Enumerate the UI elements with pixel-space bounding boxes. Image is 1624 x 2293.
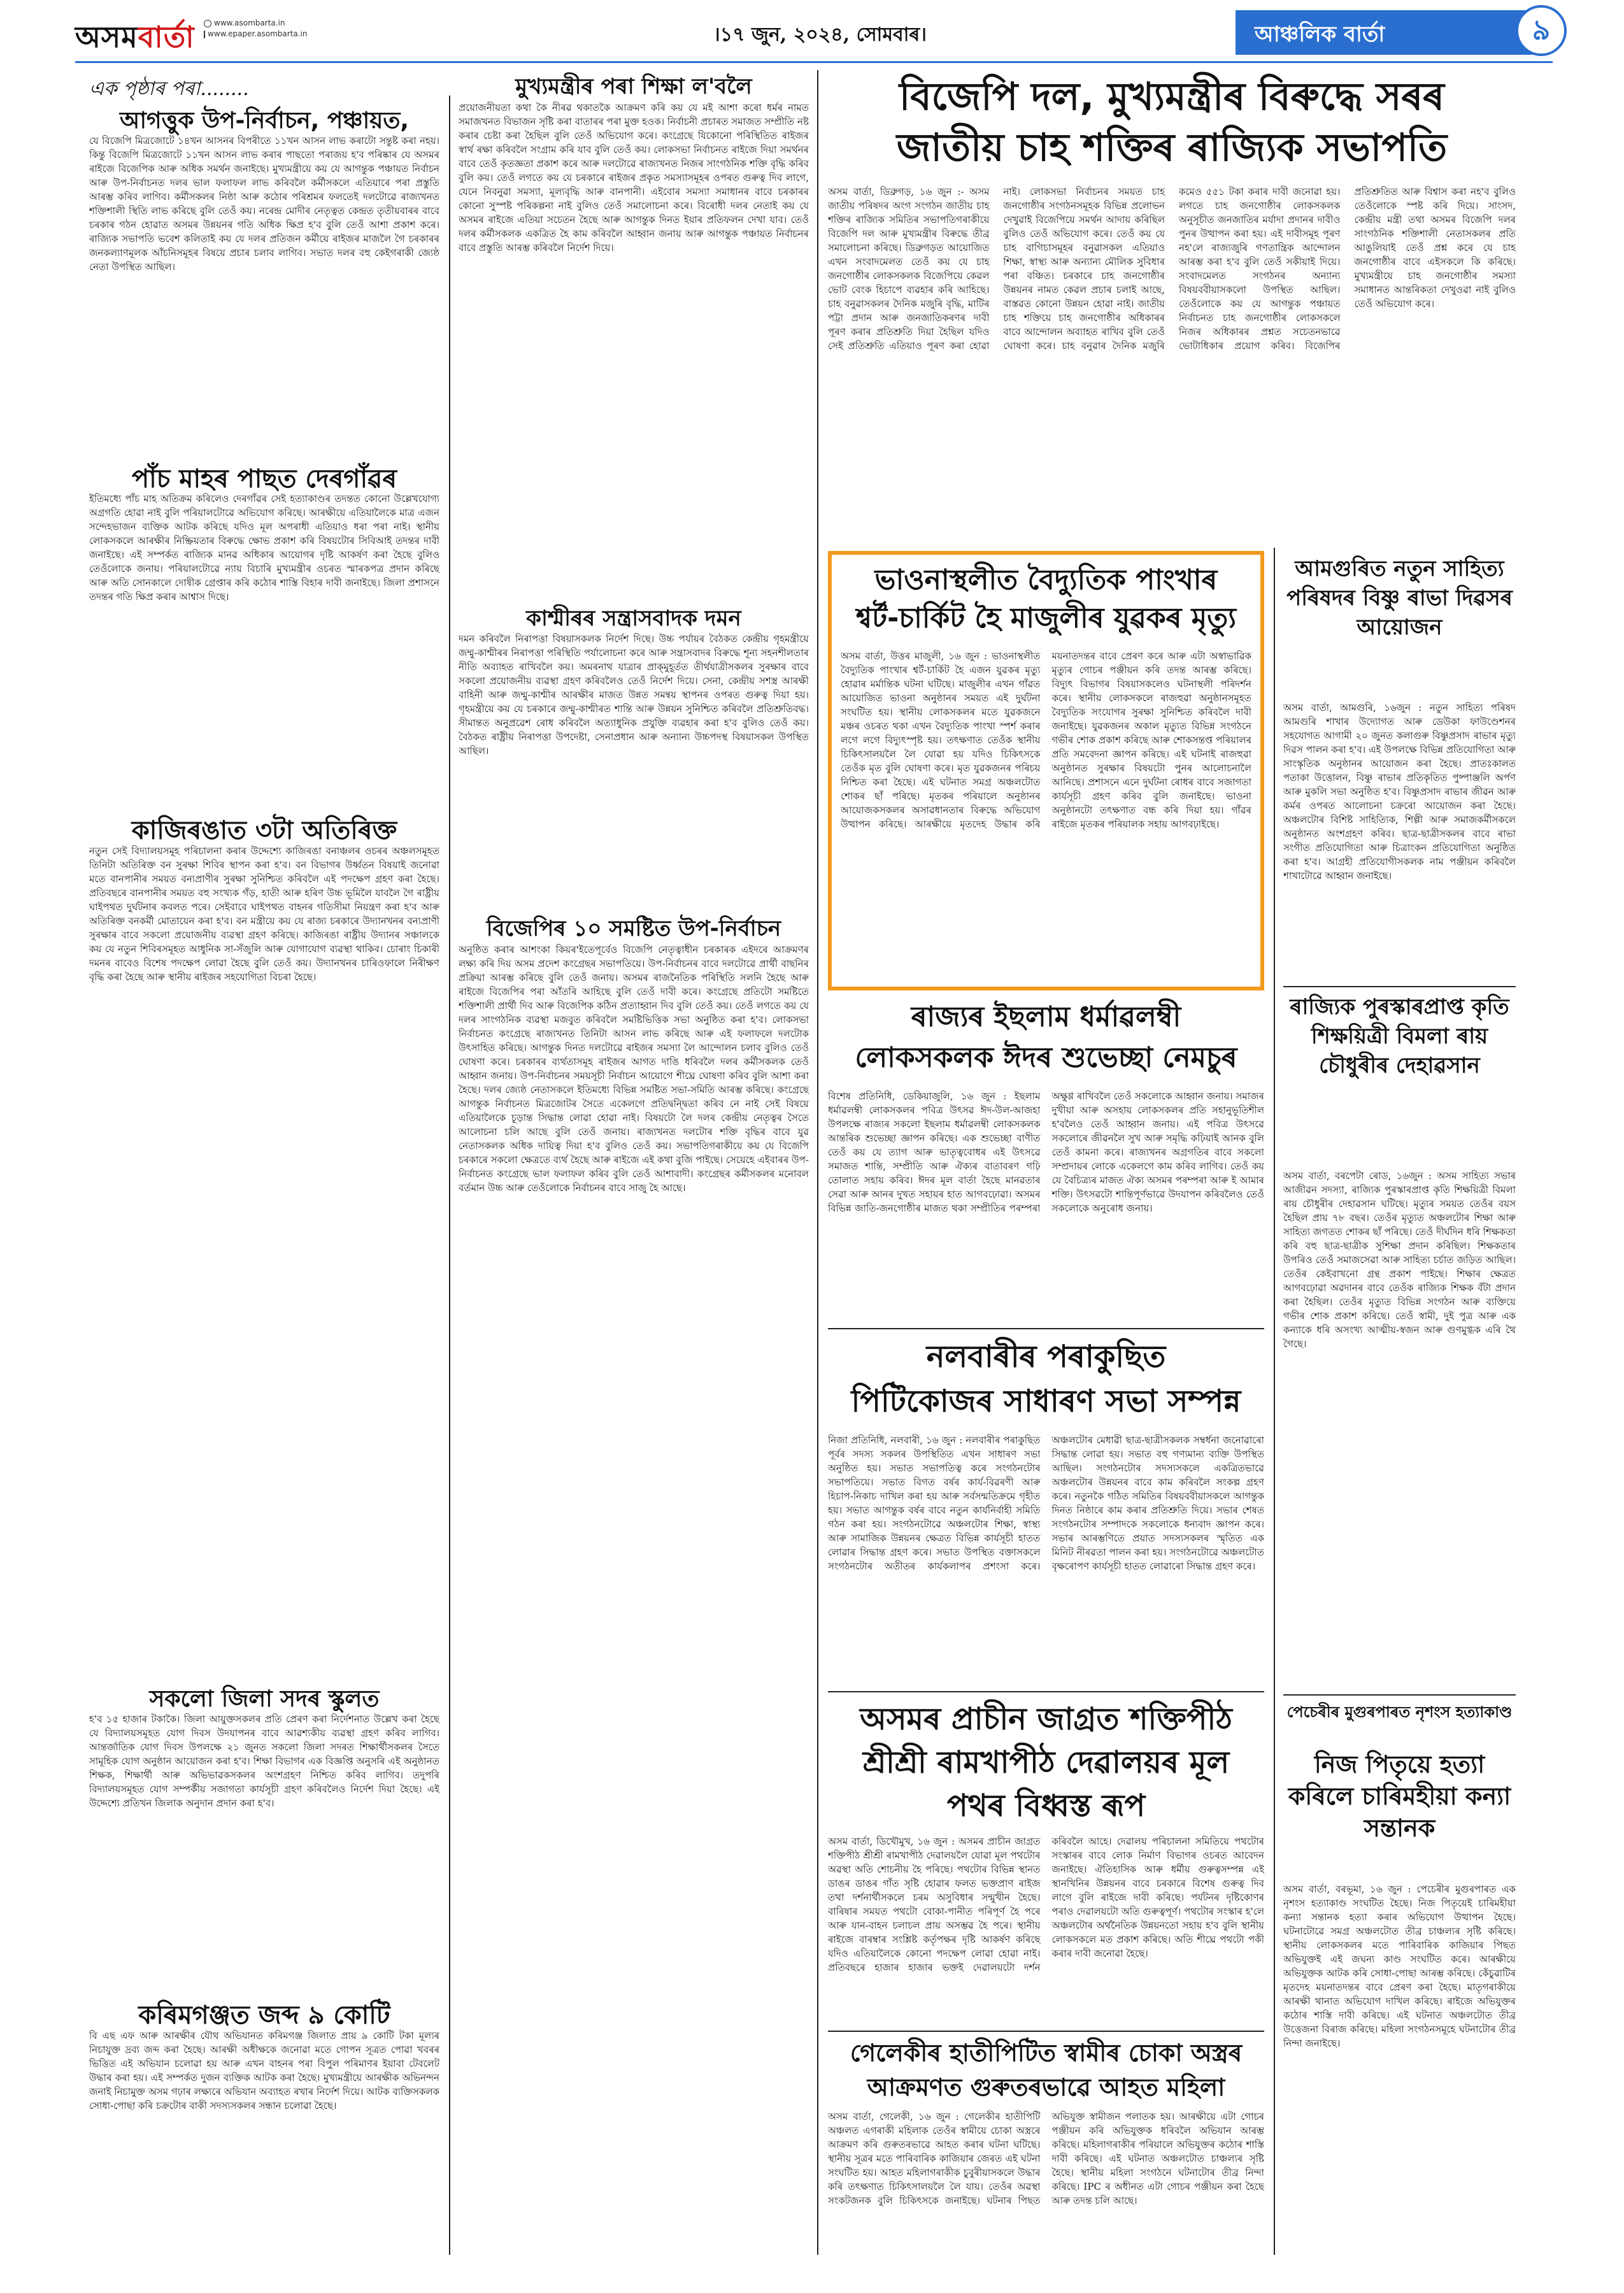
column-divider bbox=[817, 70, 818, 2255]
section-rule bbox=[1283, 986, 1516, 987]
article-title: আগত্তুক উপ-নিৰ্বাচন, পঞ্চায়ত, bbox=[119, 108, 410, 134]
logo-text-1: অসম bbox=[75, 20, 138, 54]
article-body: নিজা প্ৰতিনিধি, নলবাৰী, ১৬ জুন : নলবাৰীৰ পৰাকুছিত পূৰ্বৰ সদস্য সকলৰ উপস্থিতিত এখন সাধাৰণ সভা অনুষ্ঠিত হয়। সভাত সভাপতিত্ব কৰে সংগঠনটোৰ সভাপতিয়ে। সভাত বিগত বৰ্ষৰ কাৰ্য-বিৱৰণী আৰু হিচাপ-নিকাচ দাখিল কৰা হয় আৰু সৰ্বসন্মতিক্ৰমে গৃহীত হয়। সভাত আগন্তুক বৰ্ষৰ বাবে নতুন কাৰ্যনিৰ্বাহী সমিতি গঠন কৰা হয়। সংগঠনটোৱে অঞ্চলটোৰ শিক্ষা, স্বাস্থ্য আৰু সামাজিক উন্নয়নৰ ক্ষেত্ৰত বিভিন্ন কাৰ্যসূচী হাতত লোৱাৰ সিদ্ধান্ত গ্ৰহণ কৰে। সভাত উপস্থিত বক্তাসকলে সংগঠনটোৰ অতীতৰ কাৰ্যকলাপৰ প্ৰশংসা কৰে। অঞ্চলটোৰ মেধাৱী ছাত্ৰ-ছাত্ৰীসকলক সম্বৰ্ধনা জনোৱাৰো সিদ্ধান্ত লোৱা হয়। সভাত বহু গণ্যমান্য ব্যক্তি উপস্থিত আছিল। সংগঠনটোৰ সদস্যসকলে একত্ৰিতভাৱে অঞ্চলটোৰ উন্নয়নৰ বাবে কাম কৰিবলৈ সংকল্প গ্ৰহণ কৰে। নতুনকৈ গঠিত সমিতিৰ বিষয়ববীয়াসকলে আগন্তুক দিনত নিষ্ঠাৰে কাম কৰাৰ প্ৰতিশ্ৰুতি দিয়ে। সভাৰ শেষত সংগঠনটোৰ সম্পাদকে সকলোকে ধন্যবাদ জ্ঞাপন কৰে। সভাৰ আৰম্ভণিতে প্ৰয়াত সদস্যসকলৰ স্মৃতিত এক মিনিট নীৰৱতা পালন কৰা হয়। সংগঠনটোৱে অঞ্চলটোত বৃক্ষৰোপণ কাৰ্যসূচী হাতত লোৱাৰো সিদ্ধান্ত গ্ৰহণ কৰে। bbox=[828, 1434, 1264, 1572]
article-title: কাজিৰঙাত ৩টা অতিৰিক্ত bbox=[131, 816, 397, 845]
article-headline-line: পথৰ বিধ্বস্ত ৰূপ bbox=[946, 1788, 1146, 1824]
side-kicker: পেচেৰীৰ মুগুৰপাৰত নৃশংস হত্যাকাণ্ড bbox=[1286, 1703, 1513, 1721]
logo-text-2: বাৰ্তা bbox=[138, 20, 195, 54]
article-headline bbox=[828, 2036, 1264, 2104]
section-rule bbox=[828, 1691, 1264, 1692]
column-divider bbox=[1274, 548, 1275, 2255]
article-title: বিজেপিৰ ১০ সমষ্টিত উপ-নিৰ্বাচন bbox=[486, 916, 781, 941]
lead-headline-line: বিজেপি দল, মুখ্যমন্ত্ৰীৰ বিৰুদ্ধে সৰৰ bbox=[899, 75, 1444, 119]
masthead-rule bbox=[75, 61, 1553, 63]
article-body: বি এছ এফ আৰু আৰক্ষীৰ যৌথ অভিযানত কৰিমগঞ্জ জিলাত প্ৰায় ৯ কোটি টকা মূল্যৰ নিচাযুক্ত দ্ৰব্য জব্দ কৰা হৈছে। আৰক্ষী অধীক্ষকে জনোৱা মতে গোপন সূত্ৰত পোৱা খবৰৰ ভিত্তিত এই অভিযান চলোৱা হয় আৰু এখন বাহনৰ পৰা বিপুল পৰিমাণৰ ইয়াবা টেবলেট উদ্ধাৰ কৰা হয়। এই সম্পৰ্কত দুজন ব্যক্তিক আটক কৰা হৈছে। মুখ্যমন্ত্ৰীয়ে আৰক্ষীক অভিনন্দন জনাই নিচামুক্ত অসম গঢ়াৰ লক্ষ্যৰে অভিযান অব্যাহত ৰখাৰ নিৰ্দেশ দিয়ে। আটক ব্যক্তিসকলক সোধা-পোছা কৰি চক্ৰটোৰ বাকী সদস্যসকলৰ সন্ধান চলোৱা হৈছে। bbox=[89, 2030, 439, 2111]
article-headline bbox=[828, 997, 1264, 1078]
article-body: ইতিমধ্যে পাঁচ মাহ অতিক্ৰম কৰিলেও দেৰগাঁৱৰ সেই হত্যাকাণ্ডৰ তদন্তত কোনো উল্লেখযোগ্য অগ্ৰগতি হোৱা নাই বুলি পৰিয়ালটোৱে অভিযোগ কৰিছে। আৰক্ষীয়ে এতিয়ালৈকে মাত্ৰ এজন সন্দেহভাজন ব্যক্তিক আটক কৰিছে যদিও মূল অপৰাধী এতিয়াও ধৰা পৰা নাই। স্থানীয় লোকসকলে আৰক্ষীৰ নিষ্ক্ৰিয়তাৰ বিৰুদ্ধে ক্ষোভ প্ৰকাশ কৰি বিষয়টোৰ সিবিআই তদন্তৰ দাবী জনাইছে। এই সম্পৰ্কত ৰাজ্যিক মানৱ অধিকাৰ আয়োগৰ দৃষ্টি আকৰ্ষণ কৰা হৈছে বুলিও তেওঁলোকে জনায়। পৰিয়ালটোৱে ন্যায় বিচাৰি মুখ্যমন্ত্ৰীৰ ওচৰত স্মাৰকপত্ৰ প্ৰদান কৰিছে আৰু অতি সোনকালে দোষীক গ্ৰেপ্তাৰ কৰি কঠোৰ শাস্তি বিহাৰ দাবী জনাইছে। জিলা প্ৰশাসনে তদন্তৰ গতি ক্ষিপ্ৰ কৰাৰ আশ্বাস দিছে। bbox=[89, 493, 439, 603]
article-headline bbox=[828, 1334, 1264, 1424]
section-rule bbox=[828, 1328, 1264, 1329]
article-headline-line: আক্ৰমণত গুৰুতৰভাৱে আহত মহিলা bbox=[867, 2073, 1225, 2101]
article-body: বিশেষ প্ৰতিনিধি, ডেকিয়াজুলি, ১৬ জুন : ইছলাম ধৰ্মাৱলম্বী লোকসকলৰ পবিত্ৰ উৎসৱ ঈদ-উল-আজহা উপলক্ষে ৰাজ্যৰ সকলো ইছলাম ধৰ্মাৱলম্বী লোকসকলক আন্তৰিক শুভেচ্ছা জ্ঞাপন কৰিছে। এক শুভেচ্ছা বাণীত তেওঁ কয় যে ত্যাগ আৰু ভাতৃত্ববোধৰ এই উৎসৱে সমাজত শান্তি, সম্প্ৰীতি আৰু ঐক্যৰ বাতাবৰণ গঢ়ি তোলাত সহায় কৰিব। ঈদৰ মূল বাৰ্তা হৈছে মানৱতাৰ সেৱা আৰু আনৰ দুখত সহায়ৰ হাত আগবঢ়োৱা। অসমৰ বিভিন্ন জাতি-জনগোষ্ঠীৰ মাজত থকা সম্প্ৰীতিৰ পৰম্পৰা অক্ষুণ্ণ ৰাখিবলৈ তেওঁ সকলোকে আহ্বান জনায়। সমাজৰ দুখীয়া আৰু অসহায় লোকসকলৰ প্ৰতি সহানুভূতিশীল হ'বলৈও তেওঁ আহ্বান জনায়। এই পবিত্ৰ উৎসৱে সকলোৰে জীৱনলৈ সুখ আৰু সমৃদ্ধি কঢ়িয়াই আনক বুলি তেওঁ কামনা কৰে। ৰাজ্যখনৰ অগ্ৰগতিৰ বাবে সকলো সম্প্ৰদায়ৰ লোকে একেলগে কাম কৰিব লাগিব। তেওঁ কয় যে বৈচিত্ৰ্যৰ মাজত ঐক্য অসমৰ পৰম্পৰা আৰু ই আমাৰ শক্তি। উৎসৱটো শান্তিপূৰ্ণভাৱে উদযাপন কৰিবলৈও তেওঁ সকলোকে অনুৰোধ জনায়। bbox=[828, 1090, 1264, 1214]
article-body: প্ৰয়োজনীয়তা কথা কৈ নীৰৱ থকাতকৈ আক্ৰমণ কৰি কয় যে মই আশা কৰো ধৰ্মৰ নামত সমাজখনত বিভাজন সৃষ্টি কৰা বাতাৰৰ পৰা মুক্ত হওক। নিৰ্বাচনী প্ৰচাৰত সমাজত সম্প্ৰীতি নষ্ট কৰাৰ চেষ্টা কৰা হৈছিল বুলি তেওঁ অভিযোগ কৰে। কংগ্ৰেছে যিকোনো পৰিস্থিতিত ৰাইজৰ স্বাৰ্থ ৰক্ষা কৰিবলৈ সংগ্ৰাম কৰি যাব বুলি তেওঁ কয়। লোকসভা নিৰ্বাচনত ৰাইজে দিয়া সমৰ্থনৰ বাবে তেওঁ কৃতজ্ঞতা প্ৰকাশ কৰে আৰু দলটোৱে ৰাজ্যখনত নিজৰ সাংগঠনিক শক্তি বৃদ্ধি কৰিব বুলি কয়। তেওঁ লগতে কয় যে চৰকাৰে ৰাইজৰ প্ৰকৃত সমস্যাসমূহৰ ওপৰত গুৰুত্ব দিব লাগে, যেনে নিবনুৱা সমস্যা, মূল্যবৃদ্ধি আৰু বানপানী। এইবোৰ সমস্যা সমাধানৰ বাবে চৰকাৰৰ কোনো সুস্পষ্ট পৰিকল্পনা নাই বুলিও তেওঁ সমালোচনা কৰে। বিৰোধী দলৰ নেতাই কয় যে অসমৰ ৰাইজে এতিয়া সচেতন হৈছে আৰু আগন্তুক দিনত ইয়াৰ প্ৰতিফলন দেখা যাব। তেওঁ দলৰ কৰ্মীসকলক একত্ৰিত হৈ কাম কৰিবলৈ আহ্বান জনায় আৰু আগন্তুক পঞ্চায়ত নিৰ্বাচনৰ বাবে প্ৰস্তুতি আৰম্ভ কৰিবলৈ নিৰ্দেশ দিয়ে। bbox=[459, 102, 809, 254]
epaper-icon bbox=[204, 31, 205, 38]
article-headline-line: লোকসকলক ঈদৰ শুভেচ্ছা নেমচুৰ bbox=[855, 1041, 1237, 1074]
boxed-story bbox=[828, 551, 1264, 990]
section-title: আঞ্চলিক বাৰ্তা bbox=[1236, 10, 1548, 55]
dateline: ।১৭ জুন, ২০২৪, সোমবাৰ। bbox=[713, 24, 927, 46]
article-title: কাশ্মীৰৰ সন্ত্ৰাসবাদক দমন bbox=[526, 606, 741, 631]
article-body: অসম বাৰ্তা, ডিখৌমুখ, ১৬ জুন : অসমৰ প্ৰাচীন জাগ্ৰত শক্তিপীঠ শ্ৰীশ্ৰী ৰামখাপীঠ দেৱালয়লৈ যোৱা মূল পথটোৰ অৱস্থা অতি শোচনীয় হৈ পৰিছে। পথটোৰ বিভিন্ন স্থানত ডাঙৰ ডাঙৰ গাঁত সৃষ্টি হোৱাৰ ফলত ভক্তপ্ৰাণ ৰাইজ তথা দৰ্শনাৰ্থীসকলে চৰম অসুবিধাৰ সন্মুখীন হৈছে। বাৰিষাৰ সময়ত পথটো বোকা-পানীত পৰিপূৰ্ণ হৈ পৰে আৰু যান-বাহন চলাচল প্ৰায় অসম্ভৱ হৈ পৰে। স্থানীয় ৰাইজে বাৰম্বাৰ সংশ্লিষ্ট কৰ্তৃপক্ষৰ দৃষ্টি আকৰ্ষণ কৰিছে যদিও এতিয়ালৈকে কোনো পদক্ষেপ লোৱা হোৱা নাই। প্ৰতিবছৰে হাজাৰ হাজাৰ ভক্তই দেৱালয়টো দৰ্শন কৰিবলৈ আহে। দেৱালয় পৰিচালনা সমিতিয়ে পথটোৰ সংস্কাৰৰ বাবে লোক নিৰ্মাণ বিভাগৰ ওচৰত আবেদন জনাইছে। ঐতিহাসিক আৰু ধৰ্মীয় গুৰুত্বসম্পন্ন এই স্থানখিনিৰ উন্নয়নৰ বাবে চৰকাৰে বিশেষ গুৰুত্ব দিব লাগে বুলি ৰাইজে দাবী কৰিছে। পৰ্যটনৰ দৃষ্টিকোণৰ পৰাও দেৱালয়টো অতি গুৰুত্বপূৰ্ণ। পথটোৰ সংস্কাৰ হ'লে অঞ্চলটোৰ অৰ্থনৈতিক উন্নয়নতো সহায় হ'ব বুলি স্থানীয় লোকসকলে মত প্ৰকাশ কৰিছে। অতি শীঘ্ৰে পথটো পকী কৰাৰ দাবী জনোৱা হৈছে। bbox=[828, 1836, 1264, 1973]
boxed-headline-line: শ্বৰ্ট-চাৰ্কিট হৈ মাজুলীৰ যুৱকৰ মৃত্যু bbox=[856, 602, 1236, 634]
boxed-headline bbox=[841, 561, 1251, 638]
article-body: নতুন সেই বিদ্যালয়সমূহ পৰিচালনা কৰাৰ উদ্দেশ্যে কাজিৰঙা বনাঞ্চলৰ ওচৰৰ অঞ্চলসমূহত তিনিটা অতিৰিক্ত বন সুৰক্ষা শিবিৰ স্থাপন কৰা হ'ব। বন বিভাগৰ উৰ্ধ্বতন বিষয়াই জনোৱা মতে বানপানীৰ সময়ত বন্যপ্ৰাণীৰ সুৰক্ষা সুনিশ্চিত কৰিবলৈ এই পদক্ষেপ গ্ৰহণ কৰা হৈছে। প্ৰতিবছৰে বানপানীৰ সময়ত বহু সংখ্যক গঁড়, হাতী আৰু হৰিণ উচ্চ ভূমিলৈ যাবলৈ গৈ ৰাষ্ট্ৰীয় ঘাইপথত দুৰ্ঘটনাৰ কবলত পৰে। সেইবাবে ঘাইপথত বাহনৰ গতিসীমা নিয়ন্ত্ৰণ কৰা হ'ব আৰু অতিৰিক্ত বনকৰ্মী মোতায়েন কৰা হ'ব। বন মন্ত্ৰীয়ে কয় যে ৰাজ্য চৰকাৰে উদ্যানখনৰ বন্যপ্ৰাণী সুৰক্ষাৰ বাবে সকলো প্ৰয়োজনীয় ব্যৱস্থা গ্ৰহণ কৰিছে। কাজিৰঙা ৰাষ্ট্ৰীয় উদ্যানৰ সঞ্চালকে কয় যে নতুন শিবিৰসমূহত আধুনিক সা-সঁজুলি আৰু যোগাযোগ ব্যৱস্থা থাকিব। চোৰাং চিকাৰী দমনৰ বাবেও বিশেষ পদক্ষেপ লোৱা হৈছে বুলি তেওঁ কয়। উদ্যানখনৰ চাৰিওফালে নিৰীক্ষণ বৃদ্ধি কৰা হৈছে আৰু স্থানীয় ৰাইজৰ সহযোগিতা বিচৰা হৈছে। bbox=[89, 845, 439, 983]
article-headline-line: ৰাজ্যৰ ইছলাম ধৰ্মাৱলম্বী bbox=[911, 1001, 1181, 1033]
side-headline: আমগুৰিত নতুন সাহিত্য পৰিষদৰ বিষ্ণু ৰাভা দিৱসৰ আয়োজন bbox=[1286, 556, 1513, 640]
website-links bbox=[204, 18, 308, 52]
article-headline-line: পিটিকোজৰ সাধাৰণ সভা সম্পন্ন bbox=[851, 1383, 1241, 1419]
page-number: ৯ bbox=[1516, 5, 1567, 56]
side-body: অসম বাৰ্তা, বৰপেটা ৰোড, ১৬জুন : অসম সাহিত্য সভাৰ আজীৱন সদস্যা, ৰাজ্যিক পুৰস্কাৰপ্ৰাপ্ত কৃতি শিক্ষয়িত্ৰী বিমলা ৰায় চৌধুৰীৰ দেহাৱসান ঘটিছে। মৃত্যুৰ সময়ত তেওঁৰ বয়স হৈছিল প্ৰায় ৭৮ বছৰ। তেওঁৰ মৃত্যুত অঞ্চলটোৰ শিক্ষা আৰু সাহিত্য জগতত শোকৰ ছাঁ পৰিছে। তেওঁ দীৰ্ঘদিন ধৰি শিক্ষকতা কৰি বহু ছাত্ৰ-ছাত্ৰীক সুশিক্ষা প্ৰদান কৰিছিল। শিক্ষকতাৰ উপৰিও তেওঁ সমাজসেৱা আৰু সাহিত্য চৰ্চাত জড়িত আছিল। তেওঁৰ কেইবাখনো গ্ৰন্থ প্ৰকাশ পাইছে। শিক্ষাৰ ক্ষেত্ৰত আগবঢ়োৱা অৱদানৰ বাবে তেওঁক ৰাজ্যিক শিক্ষক বঁটা প্ৰদান কৰা হৈছিল। তেওঁৰ মৃত্যুত বিভিন্ন সংগঠন আৰু ব্যক্তিয়ে গভীৰ শোক প্ৰকাশ কৰিছে। তেওঁ স্বামী, দুই পুত্ৰ আৰু এক কন্যাকে ধৰি অসংখ্য আত্মীয়-স্বজন আৰু গুণমুগ্ধক এৰি থৈ গৈছে। bbox=[1283, 1170, 1516, 1350]
article-title: সকলো জিলা সদৰ স্কুলত bbox=[149, 1686, 380, 1712]
article-body: দমন কৰিবলৈ নিৰাপত্তা বিষয়াসকলক নিৰ্দেশ দিছে। উচ্চ পৰ্যায়ৰ বৈঠকত কেন্দ্ৰীয় গৃহমন্ত্ৰীয়ে জম্মু-কাশ্মীৰৰ নিৰাপত্তা পৰিস্থিতি পৰ্যালোচনা কৰে আৰু সন্ত্ৰাসবাদৰ বিৰুদ্ধে শূন্য সহনশীলতাৰ নীতি অব্যাহত ৰাখিবলৈ কয়। অমৰনাথ যাত্ৰাৰ প্ৰাক্‌মুহূৰ্তত তীৰ্থযাত্ৰীসকলৰ সুৰক্ষাৰ বাবে সকলো প্ৰয়োজনীয় ব্যৱস্থা গ্ৰহণ কৰিবলৈও তেওঁ নিৰ্দেশ দিয়ে। সেনা, কেন্দ্ৰীয় সশস্ত্ৰ আৰক্ষী বাহিনী আৰু জম্মু-কাশ্মীৰ আৰক্ষীৰ মাজত উন্নত সমন্বয় স্থাপনৰ ওপৰত গুৰুত্ব দিয়া হয়। গৃহমন্ত্ৰীয়ে কয় যে চৰকাৰে জম্মু-কাশ্মীৰত শান্তি আৰু উন্নয়ন সুনিশ্চিত কৰিবলৈ প্ৰতিশ্ৰুতিবদ্ধ। সীমান্তত অনুপ্ৰৱেশ ৰোধ কৰিবলৈ অত্যাধুনিক প্ৰযুক্তি ব্যৱহাৰ কৰা হ'ব বুলিও তেওঁ কয়। বৈঠকত ৰাষ্ট্ৰীয় নিৰাপত্তা উপদেষ্টা, সেনাপ্ৰধান আৰু অন্যান্য উচ্চপদস্থ বিষয়াসকল উপস্থিত আছিল। bbox=[459, 633, 809, 757]
lead-headline-line: জাতীয় চাহ শক্তিৰ ৰাজ্যিক সভাপতি bbox=[896, 125, 1448, 170]
side-headline: ৰাজ্যিক পুৰস্কাৰপ্ৰাপ্ত কৃতি শিক্ষয়িত্ৰী বিমলা ৰায় চৌধুৰীৰ দেহাৱসান bbox=[1290, 994, 1509, 1078]
article-body: হ'ব ১৫ হাজাৰ টকাকৈ। জিলা আয়ুক্তসকলৰ প্ৰতি প্ৰেৰণ কৰা নিৰ্দেশনাত উল্লেখ কৰা হৈছে যে বিদ্যালয়সমূহত যোগ দিবস উদযাপনৰ বাবে আৱশ্যকীয় ব্যৱস্থা গ্ৰহণ কৰিব লাগিব। আন্তৰ্জাতিক যোগ দিবস উপলক্ষে ২১ জুনত সকলো জিলা সদৰত শিক্ষাৰ্থীসকলৰ সৈতে সামূহিক যোগ অনুষ্ঠান আয়োজন কৰা হ'ব। শিক্ষা বিভাগৰ এক বিজ্ঞপ্তি অনুসৰি এই অনুষ্ঠানত শিক্ষক, শিক্ষাৰ্থী আৰু অভিভাৱকসকলৰ অংশগ্ৰহণ নিশ্চিত কৰিব লাগিব। তদুপৰি বিদ্যালয়সমূহত যোগ সম্পৰ্কীয় সজাগতা কাৰ্যসূচী গ্ৰহণ কৰিবলৈও নিৰ্দেশ দিয়া হৈছে। এই উদ্দেশ্যে প্ৰতিখন জিলাক অনুদান প্ৰদান কৰা হ'ব। bbox=[89, 1713, 439, 1809]
lead-headline bbox=[828, 71, 1516, 173]
lead-body: অসম বাৰ্তা, ডিব্ৰুগড়, ১৬ জুন :- অসম জাতীয় পৰিষদৰ অংগ সংগঠন জাতীয় চাহ শক্তিৰ ৰাজ্যিক সমিতিৰ সভাপতিগৰাকীয়ে বিজেপি দল আৰু মুখ্যমন্ত্ৰীৰ বিৰুদ্ধে তীব্ৰ সমালোচনা কৰিছে। ডিব্ৰুগড়ত আয়োজিত এখন সংবাদমেলত তেওঁ কয় যে চাহ জনগোষ্ঠীৰ লোকসকলক বিজেপিয়ে কেৱল ভোট বেংক হিচাপে ব্যৱহাৰ কৰি আহিছে। চাহ বনুৱাসকলৰ দৈনিক মজুৰি বৃদ্ধি, মাটিৰ পট্টা প্ৰদান আৰু জনজাতিকৰণৰ দাবী পূৰণ কৰাৰ প্ৰতিশ্ৰুতি দিয়া হৈছিল যদিও সেই প্ৰতিশ্ৰুতি এতিয়াও পূৰণ কৰা হোৱা নাই। লোকসভা নিৰ্বাচনৰ সময়ত চাহ জনগোষ্ঠীৰ সংগঠনসমূহক বিভিন্ন প্ৰলোভন দেখুৱাই বিজেপিয়ে সমৰ্থন আদায় কৰিছিল বুলিও তেওঁ অভিযোগ কৰে। তেওঁ কয় যে চাহ বাগিচাসমূহৰ বনুৱাসকল এতিয়াও শিক্ষা, স্বাস্থ্য আৰু অন্যান্য মৌলিক সুবিধাৰ পৰা বঞ্চিত। চৰকাৰে চাহ জনগোষ্ঠীৰ উন্নয়নৰ নামত কেৱল প্ৰচাৰ চলাই আছে, বাস্তৱত কোনো উন্নয়ন হোৱা নাই। জাতীয় চাহ শক্তিয়ে চাহ জনগোষ্ঠীৰ অধিকাৰৰ বাবে আন্দোলন অব্যাহত ৰাখিব বুলি তেওঁ ঘোষণা কৰে। চাহ বনুৱাৰ দৈনিক মজুৰি কমেও ৫৫১ টকা কৰাৰ দাবী জনোৱা হয়। লগতে চাহ জনগোষ্ঠীৰ লোকসকলক অনুসূচীত জনজাতিৰ মৰ্যাদা প্ৰদানৰ দাবীও পুনৰ উত্থাপন কৰা হয়। এই দাবীসমূহ পূৰণ নহ'লে ৰাজ্যজুৰি গণতান্ত্ৰিক আন্দোলন আৰম্ভ কৰা হ'ব বুলি তেওঁ সকীয়াই দিয়ে। সংবাদমেলত সংগঠনৰ অন্যান্য বিষয়ববীয়াসকলো উপস্থিত আছিল। তেওঁলোকে কয় যে আগন্তুক পঞ্চায়ত নিৰ্বাচনত চাহ জনগোষ্ঠীৰ লোকসকলে নিজৰ অধিকাৰৰ প্ৰশ্নত সচেতনভাৱে ভোটাধিকাৰ প্ৰয়োগ কৰিব। বিজেপিৰ প্ৰতিশ্ৰুতিত আৰু বিশ্বাস কৰা নহ'ব বুলিও তেওঁলোকে স্পষ্ট কৰি দিয়ে। সাংসদ, কেন্দ্ৰীয় মন্ত্ৰী তথা অসমৰ বিজেপি দলৰ সাংগঠনিক শক্তিশালী নেতাসকলৰ প্ৰতি আঙুলিয়াই তেওঁ প্ৰশ্ন কৰে যে চাহ জনগোষ্ঠীৰ বাবে এইসকলে কি কৰিছে। মুখ্যমন্ত্ৰীয়ে চাহ জনগোষ্ঠীৰ সমস্যা সমাধানত আন্তৰিকতা দেখুওৱা নাই বুলিও তেওঁ অভিযোগ কৰে। bbox=[828, 186, 1516, 352]
side-body: অসম বাৰ্তা, আমগুৰি, ১৬জুন : নতুন সাহিত্য পৰিষদ আমগুৰি শাখাৰ উদ্যোগত আৰু ডেউকা ফাউণ্ডেশনৰ সহযোগত আগামী ২০ জুনত কলাগুৰু বিষ্ণুপ্ৰসাদ ৰাভাৰ মৃত্যু দিৱস পালন কৰা হ'ব। এই উপলক্ষে বিভিন্ন প্ৰতিযোগিতা আৰু সাংস্কৃতিক অনুষ্ঠানৰ আয়োজন কৰা হৈছে। প্ৰাতঃকালত পতাকা উত্তোলন, বিষ্ণু ৰাভাৰ প্ৰতিকৃতিত পুষ্পাঞ্জলি অৰ্পণ আৰু মুকলি সভা অনুষ্ঠিত হ'ব। বিষ্ণুপ্ৰসাদ ৰাভাৰ জীৱন আৰু কৰ্মৰ ওপৰত আলোচনা চক্ৰৰো আয়োজন কৰা হৈছে। অঞ্চলটোৰ বিশিষ্ট সাহিত্যিক, শিল্পী আৰু সমাজকৰ্মীসকলে অনুষ্ঠানত অংশগ্ৰহণ কৰিব। ছাত্ৰ-ছাত্ৰীসকলৰ বাবে ৰাভা সংগীত প্ৰতিযোগিতা আৰু চিত্ৰাংকন প্ৰতিযোগিতা অনুষ্ঠিত কৰা হ'ব। আগ্ৰহী প্ৰতিযোগীসকলক নাম পঞ্জীয়ন কৰিবলৈ শাখাটোৱে আহ্বান জনাইছে। bbox=[1283, 702, 1516, 882]
article-headline-line: গেলেকীৰ হাতীপিটিত স্বামীৰ চোকা অস্ত্ৰৰ bbox=[850, 2039, 1243, 2067]
article-body: অসম বাৰ্তা, গেলেকী, ১৬ জুন : গেলেকীৰ হাতীপিটি অঞ্চলত এগৰাকী মহিলাক তেওঁৰ স্বামীয়ে চোকা অস্ত্ৰৰে আক্ৰমণ কৰি গুৰুতৰভাৱে আহত কৰাৰ ঘটনা ঘটিছে। স্থানীয় সূত্ৰৰ মতে পাৰিবাৰিক কাজিয়াৰ জেৰত এই ঘটনা সংঘটিত হয়। আহত মহিলাগৰাকীক চুবুৰীয়াসকলে উদ্ধাৰ কৰি তৎক্ষণাত চিকিৎসালয়লৈ লৈ যায়। তেওঁৰ অৱস্থা সংকটজনক বুলি চিকিৎসকে জনাইছে। ঘটনাৰ পিছত অভিযুক্ত স্বামীজন পলাতক হয়। আৰক্ষীয়ে এটা গোচৰ পঞ্জীয়ন কৰি অভিযুক্তক ধৰিবলৈ অভিযান আৰম্ভ কৰিছে। মহিলাগৰাকীৰ পৰিয়ালে অভিযুক্তৰ কঠোৰ শাস্তি দাবী কৰিছে। এই ঘটনাত অঞ্চলটোত চাঞ্চল্যৰ সৃষ্টি হৈছে। স্থানীয় মহিলা সংগঠনে ঘটনাটোৰ তীব্ৰ নিন্দা কৰিছে। IPC ৰ অধীনত এটা গোচৰ পঞ্জীয়ন কৰা হৈছে আৰু তদন্ত চলি আছে। bbox=[828, 2111, 1264, 2206]
kicker: এক পৃষ্ঠাৰ পৰা........ bbox=[89, 78, 249, 100]
section-rule bbox=[828, 2031, 1264, 2032]
side-headline: নিজ পিতৃয়ে হত্যা কৰিলে চাৰিমহীয়া কন্যা সন্তানক bbox=[1288, 1750, 1511, 1842]
article-title: কৰিমগঞ্জত জব্দ ৯ কোটি bbox=[138, 2001, 390, 2030]
article-headline-line: নলবাৰীৰ পৰাকুছিত bbox=[926, 1339, 1166, 1375]
section-rule bbox=[1283, 1694, 1516, 1696]
article-body: যে বিজেপি মিত্ৰজোটে ১৪খন আসনৰ বিপৰীতে ১১খন আসন লাভ কৰাটো সন্তুষ্ট কৰা নহয়। কিন্তু বিজেপি মিত্ৰজোটে ১১খন আসন লাভ কৰাৰ পাছতো পৰাজয় হ'ব পৰিষ্কাৰ যে অসমৰ ৰাইজে বিজেপিক আৰু অধিক সমৰ্থন জনাইছে। মুখ্যমন্ত্ৰীয়ে কয় যে আগন্তুক পঞ্চায়ত নিৰ্বাচন আৰু উপ-নিৰ্বাচনত দলৰ ভাল ফলাফল লাভ কৰিবলৈ কৰ্মীসকলে এতিয়াৰে পৰা প্ৰস্তুতি আৰম্ভ কৰিব লাগিব। কৰ্মীসকলৰ নিষ্ঠা আৰু কঠোৰ পৰিশ্ৰমৰ ফলতেই দলটোৱে ৰাজ্যখনত শক্তিশালী স্থিতি লাভ কৰিছে বুলি তেওঁ কয়। নৰেন্দ্ৰ মোদীৰ নেতৃত্বত কেন্দ্ৰত তৃতীয়বাৰৰ বাবে চৰকাৰ গঠন হোৱাত অসমৰ উন্নয়নৰ গতি অধিক ক্ষিপ্ৰ হ'ব বুলি তেওঁ আশা প্ৰকাশ কৰে। ৰাজ্যিক সভাপতি ভবেশ কলিতাই কয় যে দলৰ প্ৰতিজন কৰ্মীয়ে ৰাইজৰ মাজলৈ গৈ চৰকাৰৰ জনকল্যাণমূলক আঁচনিসমূহৰ বিষয়ে প্ৰচাৰ চলাব লাগিব। সভাত দলৰ বহু কেইগৰাকী জ্যেষ্ঠ নেতা উপস্থিত আছিল। bbox=[89, 135, 439, 273]
boxed-headline-line: ভাওনাস্থলীত বৈদ্যুতিক পাংখাৰ bbox=[874, 564, 1218, 596]
side-body: অসম বাৰ্তা, বৰভূমা, ১৬ জুন : পেচেৰীৰ মুগুৰপাৰত এক নৃশংস হত্যাকাণ্ড সংঘটিত হৈছে। নিজ পিতৃয়েই চাৰিমহীয়া কন্যা সন্তানক হত্যা কৰাৰ অভিযোগ উত্থাপন হৈছে। ঘটনাটোৱে সমগ্ৰ অঞ্চলটোত তীব্ৰ চাঞ্চল্যৰ সৃষ্টি কৰিছে। স্থানীয় লোকসকলৰ মতে পাৰিবাৰিক কাজিয়াৰ পিছত অভিযুক্তই এই জঘন্য কাণ্ড সংঘটিত কৰে। আৰক্ষীয়ে অভিযুক্তক আটক কৰি সোধা-পোছা আৰম্ভ কৰিছে। কেঁচুৱাটিৰ মৃতদেহ ময়নাতদন্তৰ বাবে প্ৰেৰণ কৰা হৈছে। মাতৃগৰাকীয়ে আৰক্ষী থানাত অভিযোগ দাখিল কৰিছে। ৰাইজে অভিযুক্তৰ কঠোৰ শাস্তি দাবী কৰিছে। এই ঘটনাত অঞ্চলটোত তীব্ৰ উত্তেজনা বিৰাজ কৰিছে। মহিলা সংগঠনসমূহে ঘটনাটোৰ তীব্ৰ নিন্দা জনাইছে। bbox=[1283, 1883, 1516, 2049]
boxed-body: অসম বাৰ্তা, উত্তৰ মাজুলী, ১৬ জুন : ভাওনাস্থলীত বৈদ্যুতিক পাংখাৰ শ্বৰ্ট-চাৰ্কিট হৈ এজন যুৱকৰ মৃত্যু হোৱাৰ মৰ্মান্তিক ঘটনা ঘটিছে। মাজুলীৰ এখন গাঁৱত আয়োজিত ভাওনা অনুষ্ঠানৰ সময়ত এই দুৰ্ঘটনা সংঘটিত হয়। স্থানীয় লোকসকলৰ মতে যুৱকজনে মঞ্চৰ ওচৰত থকা এখন বৈদ্যুতিক পাংখা স্পৰ্শ কৰাৰ লগে লগে বিদ্যুৎস্পৃষ্ট হয়। তৎক্ষণাত তেওঁক স্থানীয় চিকিৎসালয়লৈ লৈ যোৱা হয় যদিও চিকিৎসকে তেওঁক মৃত বুলি ঘোষণা কৰে। মৃত যুৱকজনৰ পৰিচয় নিশ্চিত কৰা হৈছে। এই ঘটনাত সমগ্ৰ অঞ্চলটোত শোকৰ ছাঁ পৰিছে। মৃতকৰ পৰিয়ালে অনুষ্ঠানৰ আয়োজকসকলৰ অসাৱধানতাৰ বিৰুদ্ধে অভিযোগ উত্থাপন কৰিছে। আৰক্ষীয়ে মৃতদেহ উদ্ধাৰ কৰি ময়নাতদন্তৰ বাবে প্ৰেৰণ কৰে আৰু এটা অস্বাভাৱিক মৃত্যুৰ গোচৰ পঞ্জীয়ন কৰি তদন্ত আৰম্ভ কৰিছে। বিদ্যুৎ বিভাগৰ বিষয়াসকলেও ঘটনাস্থলী পৰিদৰ্শন কৰে। স্থানীয় লোকসকলে ৰাজহুৱা অনুষ্ঠানসমূহত বৈদ্যুতিক সংযোগৰ সুৰক্ষা সুনিশ্চিত কৰিবলৈ দাবী জনাইছে। যুৱকজনৰ অকাল মৃত্যুত বিভিন্ন সংগঠনে গভীৰ শোক প্ৰকাশ কৰিছে আৰু শোকসন্তপ্ত পৰিয়ালৰ প্ৰতি সমবেদনা জ্ঞাপন কৰিছে। এই ঘটনাই ৰাজহুৱা অনুষ্ঠানত সুৰক্ষাৰ বিষয়টো পুনৰ আলোচনালৈ আনিছে। প্ৰশাসনে এনে দুৰ্ঘটনা ৰোধৰ বাবে সজাগতা কাৰ্যসূচী গ্ৰহণ কৰিব বুলি জনাইছে। ভাওনা অনুষ্ঠানটো তৎক্ষণাত বন্ধ কৰি দিয়া হয়। গাঁৱৰ ৰাইজে মৃতকৰ পৰিয়ালক সহায় আগবঢ়াইছে। bbox=[841, 650, 1251, 830]
epaper-link: www.epaper.asombarta.in bbox=[208, 29, 308, 38]
article-headline-line: অসমৰ প্ৰাচীন জাগ্ৰত শক্তিপীঠ bbox=[860, 1701, 1232, 1737]
column-divider bbox=[449, 96, 450, 2255]
article-headline-line: শ্ৰীশ্ৰী ৰামখাপীঠ দেৱালয়ৰ মূল bbox=[862, 1745, 1230, 1780]
globe-icon bbox=[204, 20, 211, 27]
article-headline bbox=[828, 1697, 1264, 1827]
article-title: পাঁচ মাহৰ পাছত দেৰগাঁৱৰ bbox=[132, 464, 397, 494]
masthead bbox=[0, 0, 1624, 75]
article-body: অনুষ্ঠিত কৰাৰ আশংকা কিয়ৰ'ইতেপূৰ্বেও বিজেপি নেতৃত্বাধীন চৰকাৰক এইদৰে আক্ৰমণৰ লক্ষ্য কৰি দিয় অসম প্ৰদেশ কংগ্ৰেছৰ সভাপতিয়ে। উপ-নিৰ্বাচনৰ বাবে দলটোৱে প্ৰাৰ্থী বাছনিৰ প্ৰক্ৰিয়া আৰম্ভ কৰিছে বুলি তেওঁ জনায়। অসমৰ ৰাজনৈতিক পৰিস্থিতি সলনি হৈছে আৰু ৰাইজে বিজেপিৰ পৰা আঁতৰি আহিছে বুলি তেওঁ দাবী কৰে। কংগ্ৰেছে প্ৰতিটো সমষ্টিতে শক্তিশালী প্ৰাৰ্থী দিব আৰু বিজেপিক কঠিন প্ৰত্যাহ্বান দিব বুলি তেওঁ কয়। তেওঁ লগতে কয় যে দলৰ সাংগঠনিক ব্যৱস্থা মজবুত কৰিবলৈ সমষ্টিভিত্তিক সভা অনুষ্ঠিত কৰা হ'ব। লোকসভা নিৰ্বাচনত কংগ্ৰেছে ৰাজ্যখনত তিনিটা আসন লাভ কৰিছে আৰু এই ফলাফলে দলটোক উৎসাহিত কৰিছে। আগন্তুক দিনত দলটোৱে ৰাইজৰ সমস্যা লৈ আন্দোলন চলাব বুলিও তেওঁ ঘোষণা কৰে। চৰকাৰৰ ব্যৰ্থতাসমূহ ৰাইজৰ আগত দাঙি ধৰিবলৈ দলৰ কৰ্মীসকলক তেওঁ আহ্বান জনায়। উপ-নিৰ্বাচনৰ সময়সূচী নিৰ্বাচন আয়োগে শীঘ্ৰে ঘোষণা কৰিব বুলি আশা কৰা হৈছে। দলৰ জ্যেষ্ঠ নেতাসকলে ইতিমধ্যে বিভিন্ন সমষ্টিত সভা-সমিতি আৰম্ভ কৰিছে। কংগ্ৰেছে আগন্তুক নিৰ্বাচনত মিত্ৰজোটৰ সৈতে একেলগে প্ৰতিদ্বন্দ্বিতা কৰিব নে নাই সেই বিষয়ে এতিয়ালৈকে চূড়ান্ত সিদ্ধান্ত লোৱা হোৱা নাই। বিষয়টো লৈ দলৰ কেন্দ্ৰীয় নেতৃত্বৰ সৈতে আলোচনা চলি আছে বুলি তেওঁ জনায়। ৰাজ্যখনত দলটোৰ শক্তি বৃদ্ধিৰ বাবে যুৱ নেতাসকলক অধিক দায়িত্ব দিয়া হ'ব বুলিও তেওঁ কয়। সভাপতিগৰাকীয়ে কয় যে বিজেপি চৰকাৰে সকলো ক্ষেত্ৰতে ব্যৰ্থ হৈছে আৰু ৰাইজে এই কথা বুজি পাইছে। সেয়েহে এইবাৰৰ উপ-নিৰ্বাচনত কংগ্ৰেছে ভাল ফলাফল কৰিব বুলি তেওঁ আশাবাদী। কংগ্ৰেছৰ কৰ্মীসকলৰ মনোবল বৰ্তমান উচ্চ আৰু তেওঁলোকে নিৰ্বাচনৰ বাবে সাজু হৈ আছে। bbox=[459, 944, 809, 1194]
newspaper-logo bbox=[75, 15, 203, 52]
article-title: মুখ্যমন্ত্ৰীৰ পৰা শিক্ষা ল'বলৈ bbox=[515, 74, 752, 99]
website-link: www.asombarta.in bbox=[214, 18, 285, 27]
